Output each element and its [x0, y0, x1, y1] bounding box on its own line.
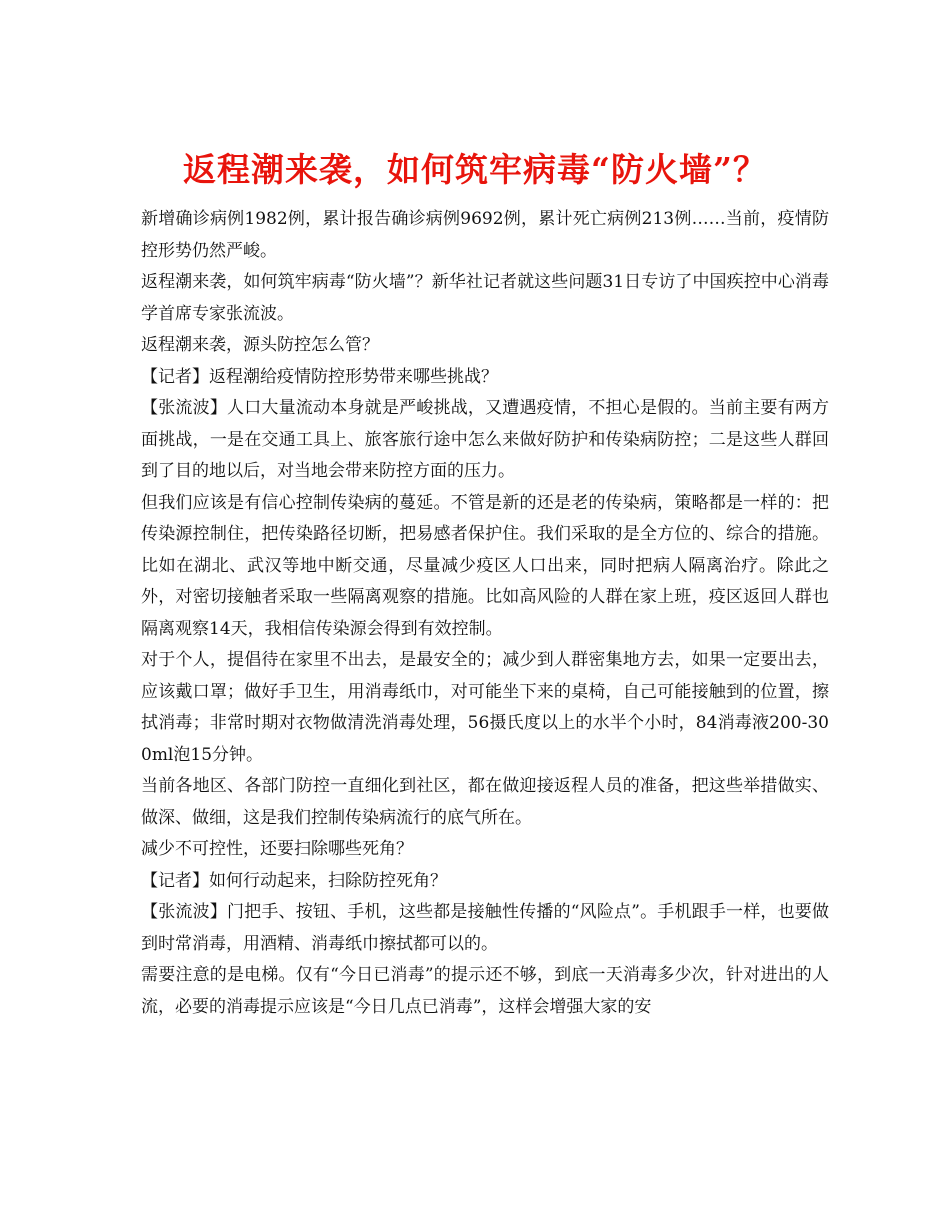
interview-question: 【记者】如何行动起来，扫除防控死角？: [141, 870, 447, 891]
paragraph: 返程潮来袭，如何筑牢病毒“防火墙”？新华社记者就这些问题31日专访了中国疾控中心消毒学首席专家张流波。: [141, 272, 829, 324]
paragraph: 需要注意的是电梯。仅有“今日已消毒”的提示还不够，到底一天消毒多少次，针对进出的人流，必要的消毒提示应该是“今日几点已消毒”，这样会增强大家的安: [141, 965, 829, 1017]
document-body: [141, 204, 829, 1023]
paragraph: 新增确诊病例1982例，累计报告确诊病例9692例，累计死亡病例213例……当前，疫情防控形势仍然严峻。: [141, 209, 829, 261]
interview-question: 【记者】返程潮给疫情防控形势带来哪些挑战？: [141, 366, 498, 387]
document-title: 返程潮来袭，如何筑牢病毒“防火墙”？: [183, 150, 767, 190]
interview-answer: 【张流波】人口大量流动本身就是严峻挑战，又遭遇疫情，不担心是假的。当前主要有两方面挑战，一是在交通工具上、旅客旅行途中怎么来做好防护和传染病防控；二是这些人群回到了目的地以后，对当地会带来防控方面的压力。: [141, 398, 829, 481]
section-heading: 减少不可控性，还要扫除哪些死角？: [141, 839, 413, 859]
interview-answer: 【张流波】门把手、按钮、手机，这些都是接触性传播的“风险点”。手机跟手一样，也要做到时常消毒，用酒精、消毒纸巾擦拭都可以的。: [141, 902, 829, 954]
paragraph: 当前各地区、各部门防控一直细化到社区，都在做迎接返程人员的准备，把这些举措做实、做深、做细，这是我们控制传染病流行的底气所在。: [141, 776, 829, 828]
paragraph: 对于个人，提倡待在家里不出去，是最安全的；减少到人群密集地方去，如果一定要出去，应该戴口罩；做好手卫生，用消毒纸巾，对可能坐下来的桌椅，自己可能接触到的位置，擦拭消毒；非常时期对衣物做清洗消毒处理，56摄氏度以上的水半个小时，84消毒液200-300ml泡15分钟。: [141, 650, 829, 765]
section-heading: 返程潮来袭，源头防控怎么管？: [141, 335, 379, 355]
paragraph: 但我们应该是有信心控制传染病的蔓延。不管是新的还是老的传染病，策略都是一样的：把传染源控制住，把传染路径切断，把易感者保护住。我们采取的是全方位的、综合的措施。比如在湖北、武汉等地中断交通，尽量减少疫区人口出来，同时把病人隔离治疗。除此之外，对密切接触者采取一些隔离观察的措施。比如高风险的人群在家上班，疫区返回人群也隔离观察14天，我相信传染源会得到有效控制。: [141, 492, 829, 639]
